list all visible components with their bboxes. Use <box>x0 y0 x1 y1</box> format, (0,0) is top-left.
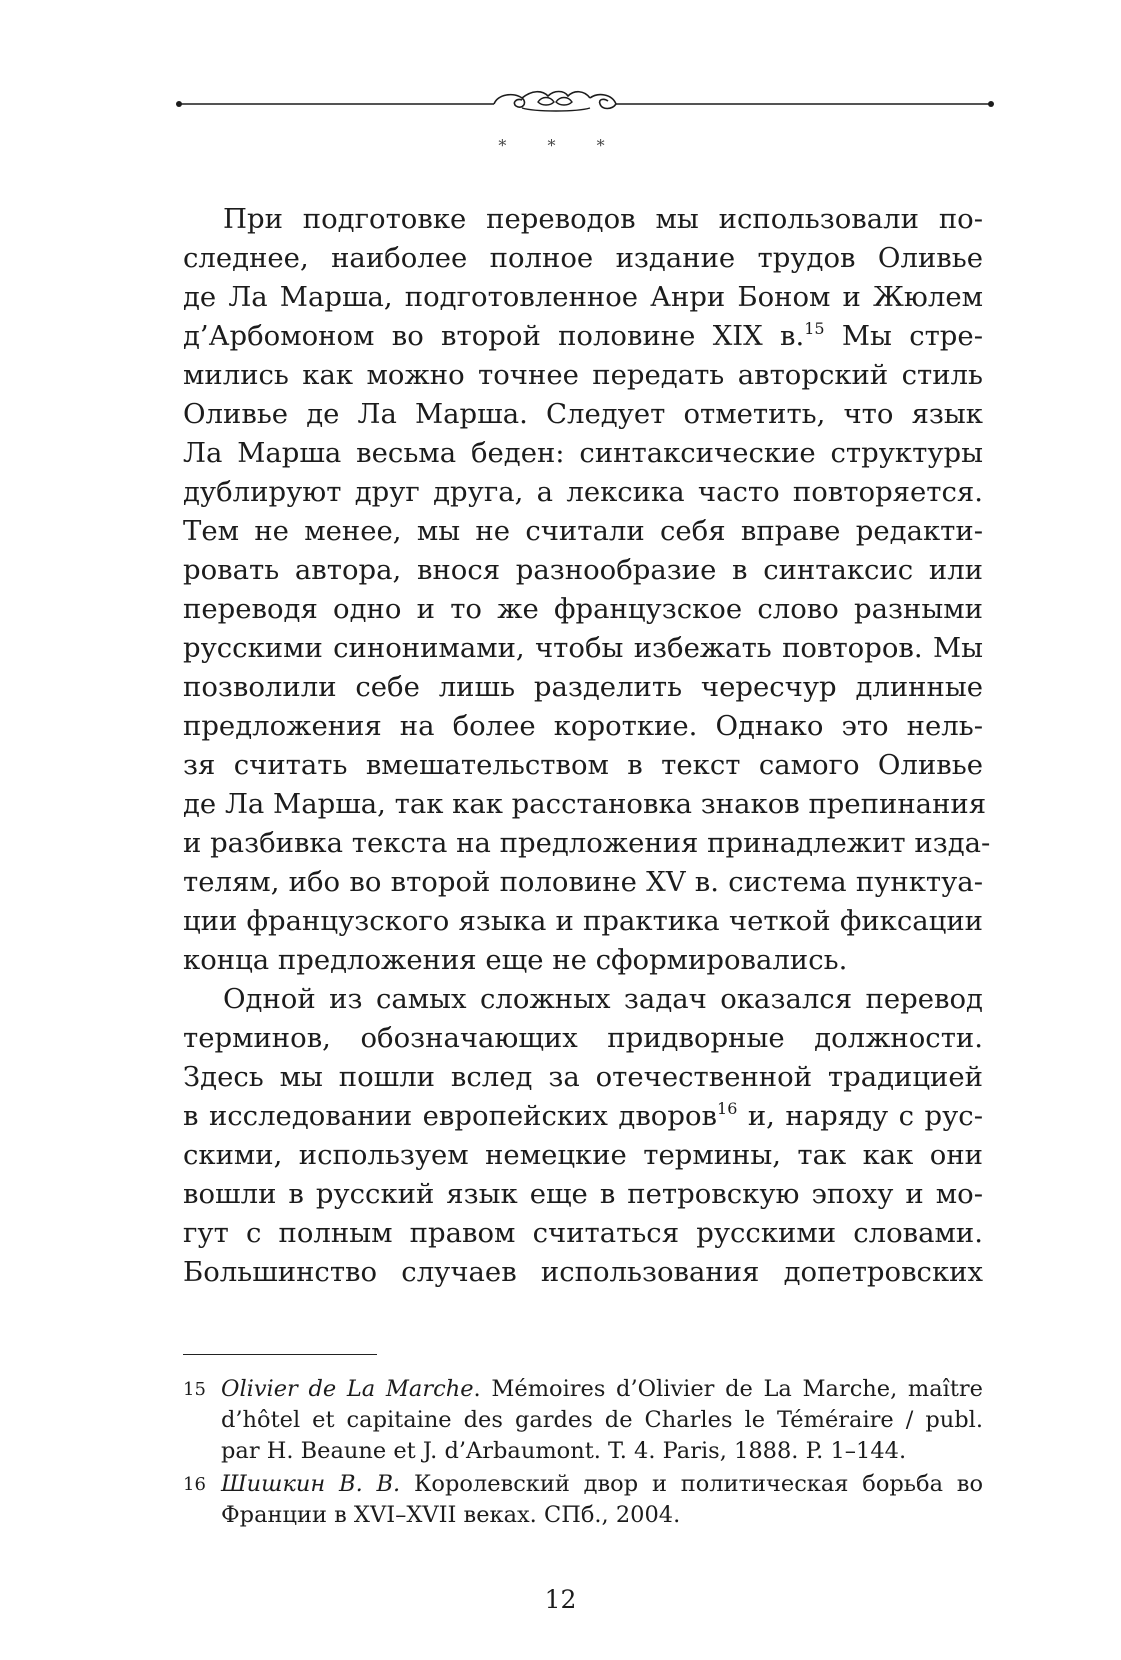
footnote-line: par H. Beaune et J. d’Arbaumont. T. 4. Paris, 1888. P. 1–144. <box>221 1438 907 1464</box>
text-line: следнее, наиболее полное издание трудов Оливье <box>183 242 983 274</box>
footnote-divider <box>183 1354 377 1355</box>
footnote-author: Olivier de La Marche <box>221 1376 474 1402</box>
text-line: зя считать вмешательством в текст самого Оливье <box>183 749 983 781</box>
text-segment: Королевский двор и политическая борьба во <box>400 1471 983 1497</box>
page-number: 12 <box>544 1585 577 1614</box>
footnote-line <box>221 1374 983 1405</box>
text-line: Здесь мы пошли вслед за отечественной традицией <box>183 1061 983 1093</box>
text-line: и разбивка текста на предложения принадлежит изда- <box>183 827 991 859</box>
footnote-ref-15[interactable]: 15 <box>804 318 825 338</box>
text-line: терминов, обозначающих придворные должности. <box>183 1022 983 1054</box>
text-segment: Мы стре- <box>824 320 983 352</box>
footnote-16 <box>183 1469 983 1531</box>
text-line: Ла Марша весьма беден: синтаксические структуры <box>183 437 983 469</box>
text-line: дублируют друг друга, а лексика часто повторяется. <box>183 476 983 508</box>
text-line: телям, ибо во второй половине XV в. система пунктуа- <box>183 866 983 898</box>
section-separator: * * * <box>498 136 623 155</box>
text-line: Оливье де Ла Марша. Следует отметить, что язык <box>183 398 983 430</box>
text-line: конца предложения еще не сформировались. <box>183 944 848 976</box>
footnote-line <box>221 1469 983 1500</box>
main-text <box>183 200 991 1292</box>
text-line: мились как можно точнее передать авторский стиль <box>183 359 983 391</box>
paragraph-1 <box>183 200 991 980</box>
footnote-number: 16 <box>183 1474 206 1495</box>
text-segment: . Mémoires d’Olivier de La Marche, maître <box>473 1376 983 1402</box>
footnotes <box>183 1374 983 1533</box>
text-line <box>183 317 983 356</box>
footnote-ref-16[interactable]: 16 <box>717 1098 738 1118</box>
text-line: гут с полным правом считаться русскими словами. <box>183 1217 983 1249</box>
footnote-author: Шишкин В. В. <box>221 1471 401 1497</box>
header-ornament <box>176 84 994 124</box>
footnote-number: 15 <box>183 1379 206 1400</box>
text-line: де Ла Марша, так как расстановка знаков препинания <box>183 788 987 820</box>
text-line: ции французского языка и практика четкой фиксации <box>183 905 983 937</box>
footnote-15 <box>183 1374 983 1467</box>
text-line: Большинство случаев использования допетровских <box>183 1256 983 1288</box>
text-line: Одной из самых сложных задач оказался перевод <box>223 983 983 1015</box>
text-line: скими, используем немецкие термины, так как они <box>183 1139 983 1171</box>
text-line: переводя одно и то же французское слово разными <box>183 593 983 625</box>
text-segment: и, наряду с рус- <box>737 1100 983 1132</box>
text-line <box>183 1097 983 1136</box>
footnote-line: Франции в XVI–XVII веках. СПб., 2004. <box>221 1502 681 1528</box>
text-line: При подготовке переводов мы использовали по- <box>223 203 983 235</box>
text-line: Тем не менее, мы не считали себя вправе редакти- <box>183 515 983 547</box>
text-line: вошли в русский язык еще в петровскую эпоху и мо- <box>183 1178 983 1210</box>
text-line: предложения на более короткие. Однако это нель- <box>183 710 983 742</box>
text-segment: в исследовании европейских дворов <box>183 1100 718 1132</box>
text-line: позволили себе лишь разделить чересчур длинные <box>183 671 983 703</box>
text-line: русскими синонимами, чтобы избежать повторов. Мы <box>183 632 983 664</box>
text-segment: д’Арбомоном во второй половине XIX в. <box>183 320 805 352</box>
paragraph-2 <box>183 980 983 1292</box>
footnote-line: d’hôtel et capitaine des gardes de Charles le Téméraire / publ. <box>221 1407 983 1433</box>
text-line: де Ла Марша, подготовленное Анри Боном и Жюлем <box>183 281 983 313</box>
text-line: ровать автора, внося разнообразие в синтаксис или <box>183 554 983 586</box>
